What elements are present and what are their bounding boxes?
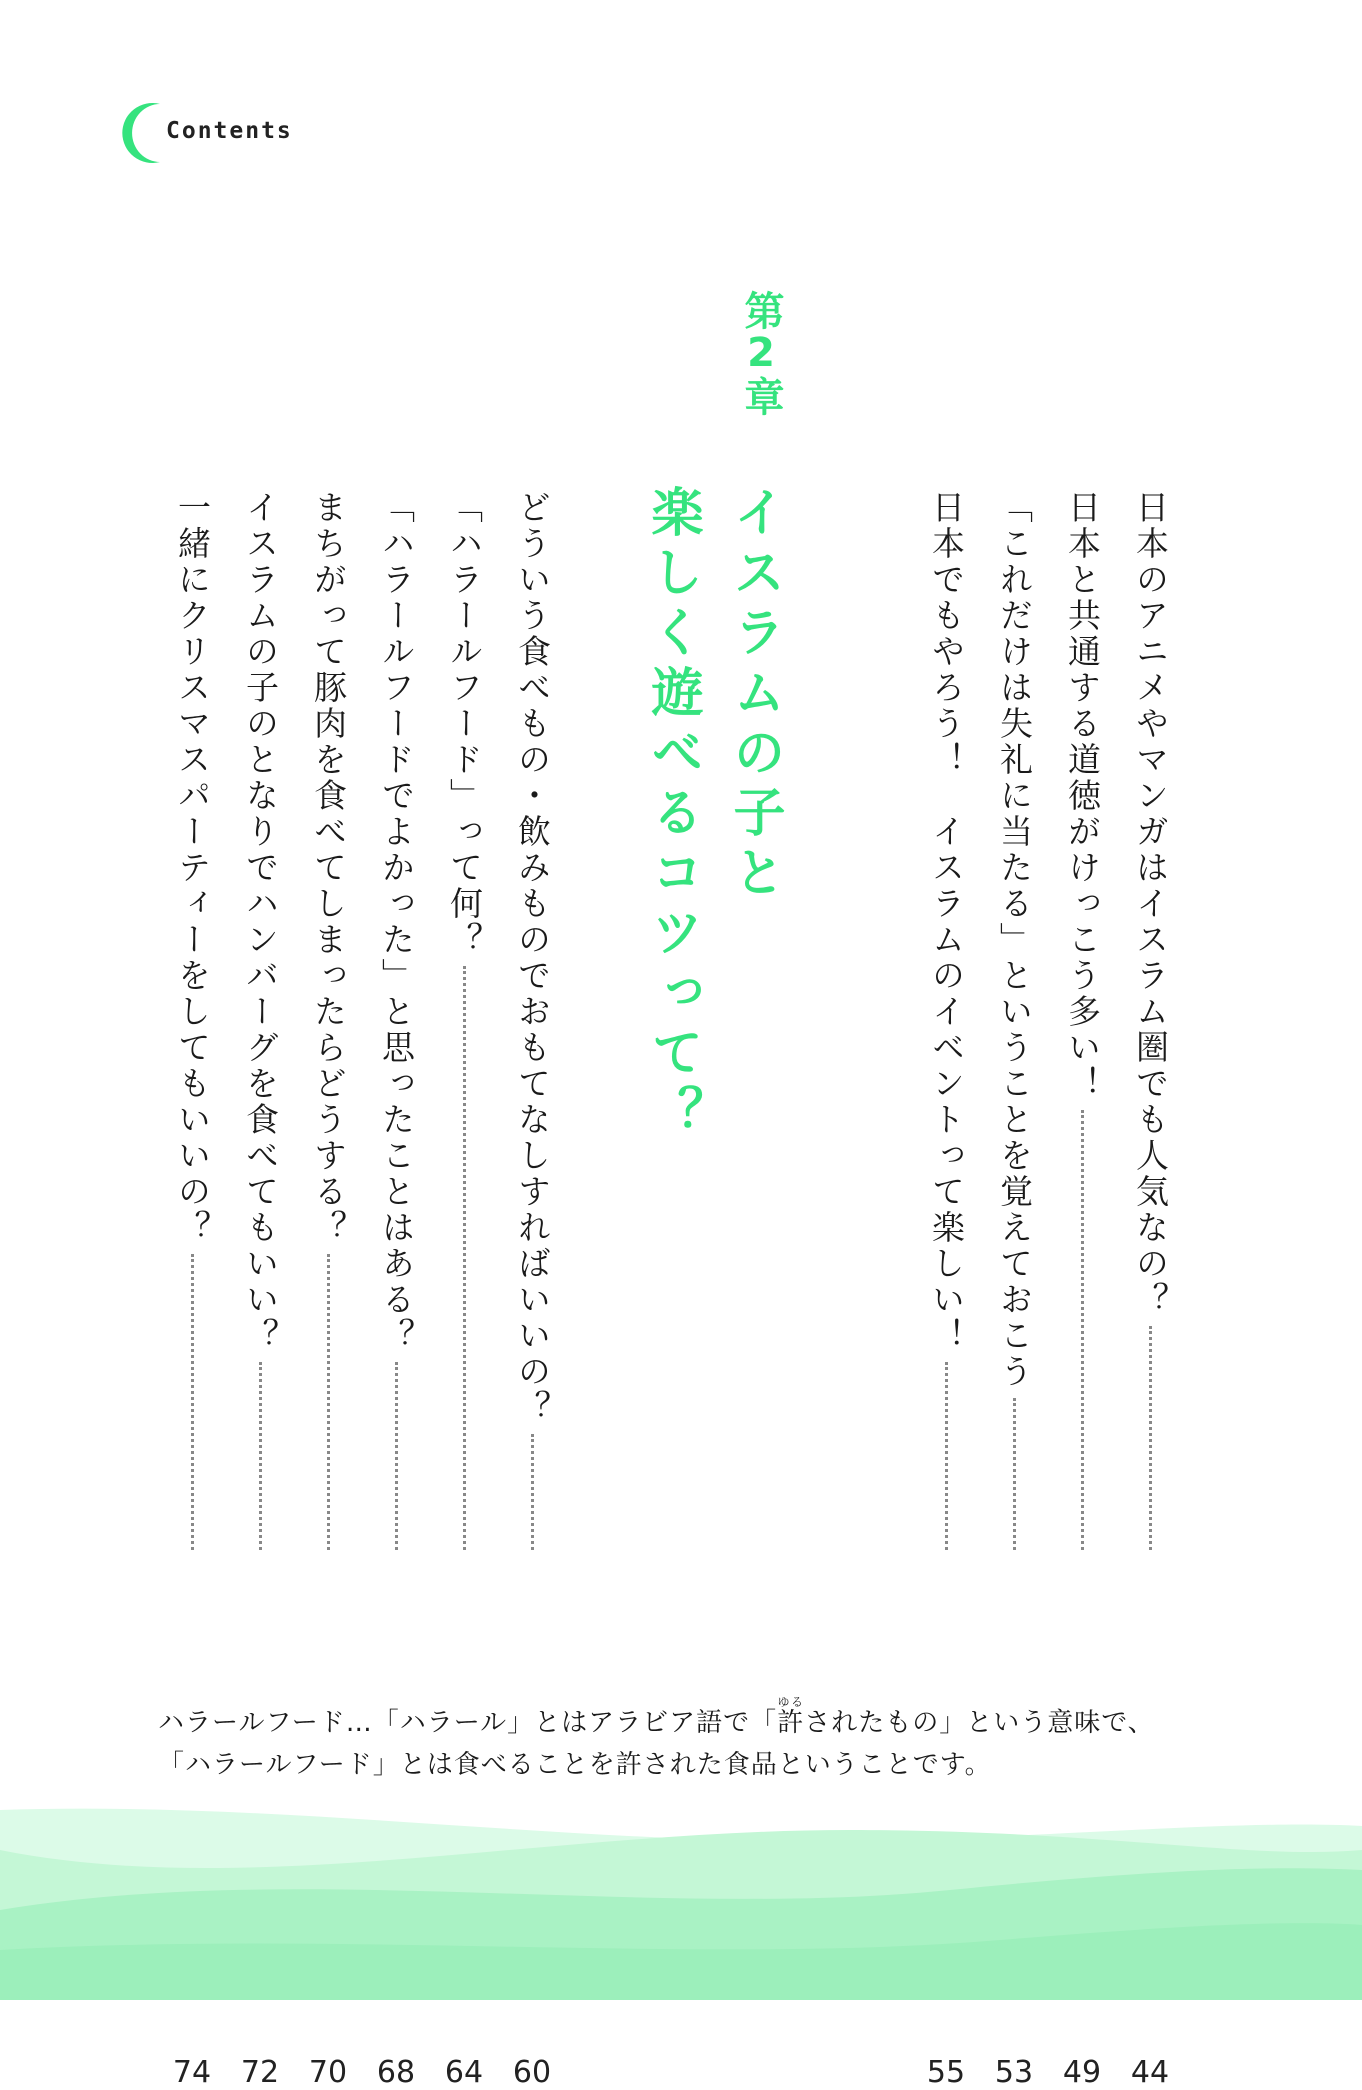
toc-item-page: 60 (512, 2055, 552, 2090)
chapter-label: 第2章 (738, 290, 784, 416)
chapter-title-line-1: イスラムの子と (724, 485, 784, 905)
toc-leader (191, 1254, 194, 1550)
toc-item-page: 55 (926, 2055, 966, 2090)
toc-item[interactable] (306, 490, 350, 2090)
crescent-mark-icon (112, 100, 168, 166)
footnote-text-1: ハラールフード…「ハラール」とはアラビア語で「 (158, 1708, 778, 1738)
contents-header (112, 100, 412, 170)
toc-item-title: 「ハラールフード」って何？ (445, 490, 484, 958)
toc-item-page: 74 (172, 2055, 212, 2090)
toc-leader (395, 1362, 398, 1550)
footnote-ruby-reading: ゆる (777, 1695, 805, 1709)
toc-item-page: 68 (376, 2055, 416, 2090)
toc-item-title: イスラムの子のとなりでハンバーグを食べてもいい？ (241, 490, 280, 1354)
toc-item-page: 44 (1130, 2055, 1170, 2090)
toc-item[interactable] (238, 490, 282, 2090)
toc-leader (327, 1254, 330, 1550)
toc-leader (1081, 1110, 1084, 1550)
toc-item-page: 70 (308, 2055, 348, 2090)
toc-leader (531, 1434, 534, 1550)
toc-item[interactable] (170, 490, 214, 2090)
toc-leader (259, 1362, 262, 1550)
header-title: Contents (166, 118, 293, 144)
toc-item-page: 49 (1062, 2055, 1102, 2090)
toc-item-title: 「これだけは失礼に当たる」ということを覚えておこう (995, 490, 1034, 1390)
toc-item-page: 53 (994, 2055, 1034, 2090)
toc-item-title: 日本と共通する道徳がけっこう多い！ (1063, 490, 1102, 1102)
toc-leader (945, 1362, 948, 1550)
toc-item[interactable] (1060, 490, 1104, 2090)
toc-item-title: どういう食べもの・飲みものでおもてなしすればいいの？ (513, 490, 552, 1426)
toc-leader (1013, 1398, 1016, 1550)
toc-item[interactable] (442, 490, 486, 2090)
toc-item-title: 「ハラールフードでよかった」と思ったことはある？ (377, 490, 416, 1354)
toc-item-page: 64 (444, 2055, 484, 2090)
chapter-title-line-2: 楽しく遊べるコツって？ (642, 485, 702, 1145)
toc-item-page: 72 (240, 2055, 280, 2090)
toc-item-title: 日本でもやろう！ イスラムのイベントって楽しい！ (927, 490, 966, 1354)
toc-item[interactable] (374, 490, 418, 2090)
toc-item-title: 日本のアニメやマンガはイスラム圏でも人気なの？ (1131, 490, 1170, 1318)
toc-leader (463, 966, 466, 1550)
toc-item[interactable] (992, 490, 1036, 2090)
footnote-ruby-base: 許 (777, 1708, 805, 1738)
footnote (158, 1695, 1178, 1786)
toc-item[interactable] (1128, 490, 1172, 2090)
footnote-ruby (777, 1695, 805, 1738)
toc-leader (1149, 1326, 1152, 1550)
footnote-text-2: されたもの」という意味で、「ハラールフード」とは食べることを許された食品ということです。 (158, 1708, 1155, 1780)
toc-item[interactable] (924, 490, 968, 2090)
toc-item[interactable] (510, 490, 554, 2090)
toc-item-title: 一緒にクリスマスパーティーをしてもいいの？ (173, 490, 212, 1246)
toc-item-title: まちがって豚肉を食べてしまったらどうする？ (309, 490, 348, 1246)
green-waves-decoration (0, 1790, 1362, 2000)
